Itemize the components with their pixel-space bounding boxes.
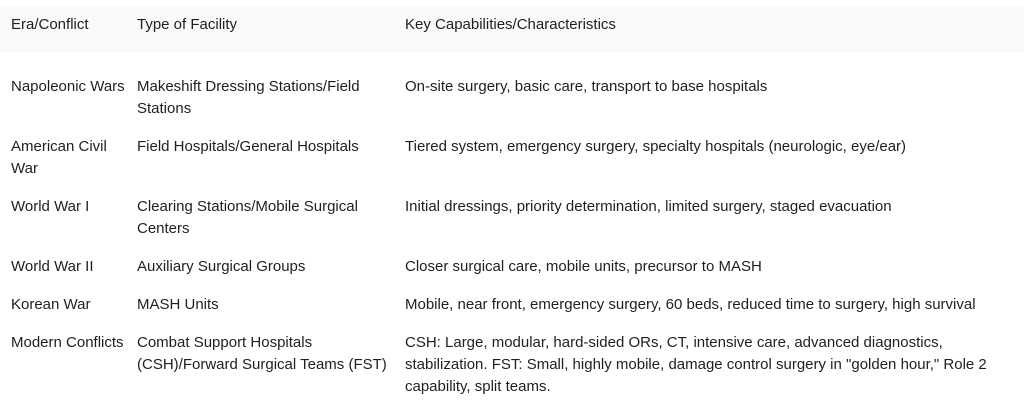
cell-facility-type: Auxiliary Surgical Groups [137,258,306,275]
cell-era: World War I [11,198,90,215]
facilities-table [0,6,1024,406]
header-facility-type: Type of Facility [137,16,238,33]
cell-facility-type: Field Hospitals/General Hospitals [137,138,359,155]
table-row [0,188,1024,248]
cell-capabilities: On-site surgery, basic care, transport to base hospitals [405,78,768,95]
cell-facility-type: Combat Support Hospitals (CSH)/Forward Surgical Teams (FST) [137,334,387,373]
table-header-row [0,6,1024,52]
cell-capabilities: Tiered system, emergency surgery, specialty hospitals (neurologic, eye/ear) [405,138,907,155]
cell-era: Napoleonic Wars [11,78,125,95]
cell-era: Korean War [11,296,91,313]
table-row [0,248,1024,286]
table-row [0,286,1024,324]
table-row [0,324,1024,406]
cell-capabilities: Initial dressings, priority determination, limited surgery, staged evacuation [405,198,892,215]
table-row [0,128,1024,188]
cell-era: American Civil War [11,138,107,177]
cell-era: World War II [11,258,94,275]
table-row [0,52,1024,128]
cell-facility-type: Clearing Stations/Mobile Surgical Centers [137,198,358,237]
cell-capabilities: Closer surgical care, mobile units, precursor to MASH [405,258,762,275]
cell-capabilities: CSH: Large, modular, hard-sided ORs, CT, intensive care, advanced diagnostics, stabilization. FST: Small, highly mobile, damage control surgery in "golden hour," Role 2 capability, split teams. [405,334,987,395]
cell-facility-type: MASH Units [137,296,219,313]
cell-facility-type: Makeshift Dressing Stations/Field Stations [137,78,360,117]
cell-era: Modern Conflicts [11,334,124,351]
cell-capabilities: Mobile, near front, emergency surgery, 60 beds, reduced time to surgery, high survival [405,296,976,313]
header-era: Era/Conflict [11,16,89,33]
header-capabilities: Key Capabilities/Characteristics [405,16,616,33]
